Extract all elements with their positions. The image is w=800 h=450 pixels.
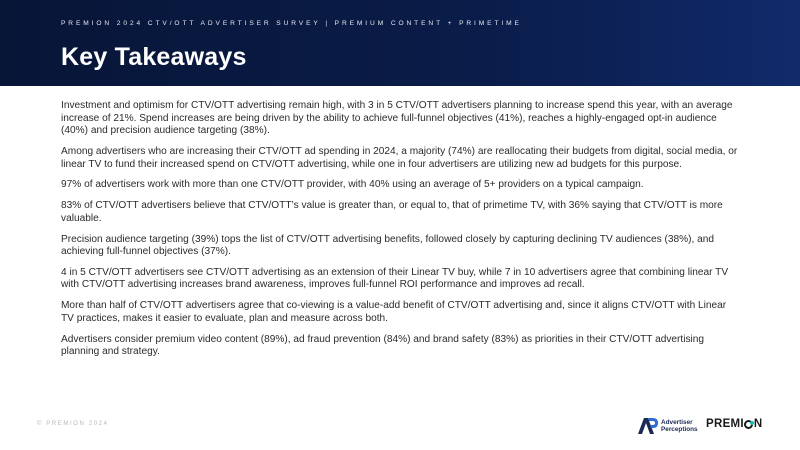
ap-logo-line2: Perceptions [661, 426, 698, 433]
survey-eyebrow: PREMION 2024 CTV/OTT ADVERTISER SURVEY | PREMIUM CONTENT + PRIMETIME [61, 20, 522, 27]
ap-logo-line1: Advertiser [661, 419, 693, 426]
takeaway-paragraph: 83% of CTV/OTT advertisers believe that CTV/OTT’s value is greater than, or equal to, that of primetime TV, with 36% saying that CTV/OTT is more valuable. [61, 200, 723, 224]
takeaways-list [61, 100, 741, 367]
premion-logo-text-end: N [753, 418, 763, 430]
premion-logo-text-start: PREMI [706, 418, 744, 430]
takeaway-paragraph: Precision audience targeting (39%) tops the list of CTV/OTT advertising benefits, followed closely by capturing declining TV audiences (38%), and achieving full-funnel objectives (37%). [61, 233, 715, 258]
takeaway-paragraph: Investment and optimism for CTV/OTT advertising remain high, with 3 in 5 CTV/OTT advertisers planning to increase spend this year, with an average increase of 21%. Spend increases are being driven by the ability to achieve full-funnel objectives (41%), reaches a highly-engaged opt-in audience (40%) and precision audience targeting (38%). [61, 100, 733, 137]
advertiser-perceptions-logo [638, 417, 698, 435]
page-title: Key Takeaways [61, 43, 247, 71]
takeaway-paragraph: 4 in 5 CTV/OTT advertisers see CTV/OTT advertising as an extension of their Linear TV buy, while 7 in 10 advertisers agree that combining linear TV with CTV/OTT advertising increases brand awareness, improves full-funnel ROI performance and improves ad recall. [61, 266, 729, 291]
premion-o-icon [744, 420, 753, 429]
takeaway-paragraph: Among advertisers who are increasing their CTV/OTT ad spending in 2024, a majority (74%) are reallocating their budgets from digital, social media, or linear TV to fund their increased spend on CTV/OTT advertising, while one in four advertisers are utilizing new ad budgets for this purpose. [61, 145, 738, 170]
takeaway-paragraph: Advertisers consider premium video content (89%), ad fraud prevention (84%) and brand safety (83%) as priorities in their CTV/OTT advertising planning and strategy. [61, 333, 705, 358]
takeaway-paragraph: More than half of CTV/OTT advertisers agree that co-viewing is a value-add benefit of CTV/OTT advertising and, since it aligns CTV/OTT with Linear TV practices, makes it easier to evaluate, plan and measure across both. [61, 300, 727, 324]
premion-logo [706, 418, 763, 430]
takeaway-paragraph: 97% of advertisers work with more than one CTV/OTT provider, with 40% using an average of 5+ providers on a typical campaign. [61, 179, 644, 191]
copyright-notice: © PREMION 2024 [37, 421, 109, 427]
advertiser-perceptions-mark-icon [638, 418, 658, 434]
header-banner [0, 0, 800, 86]
